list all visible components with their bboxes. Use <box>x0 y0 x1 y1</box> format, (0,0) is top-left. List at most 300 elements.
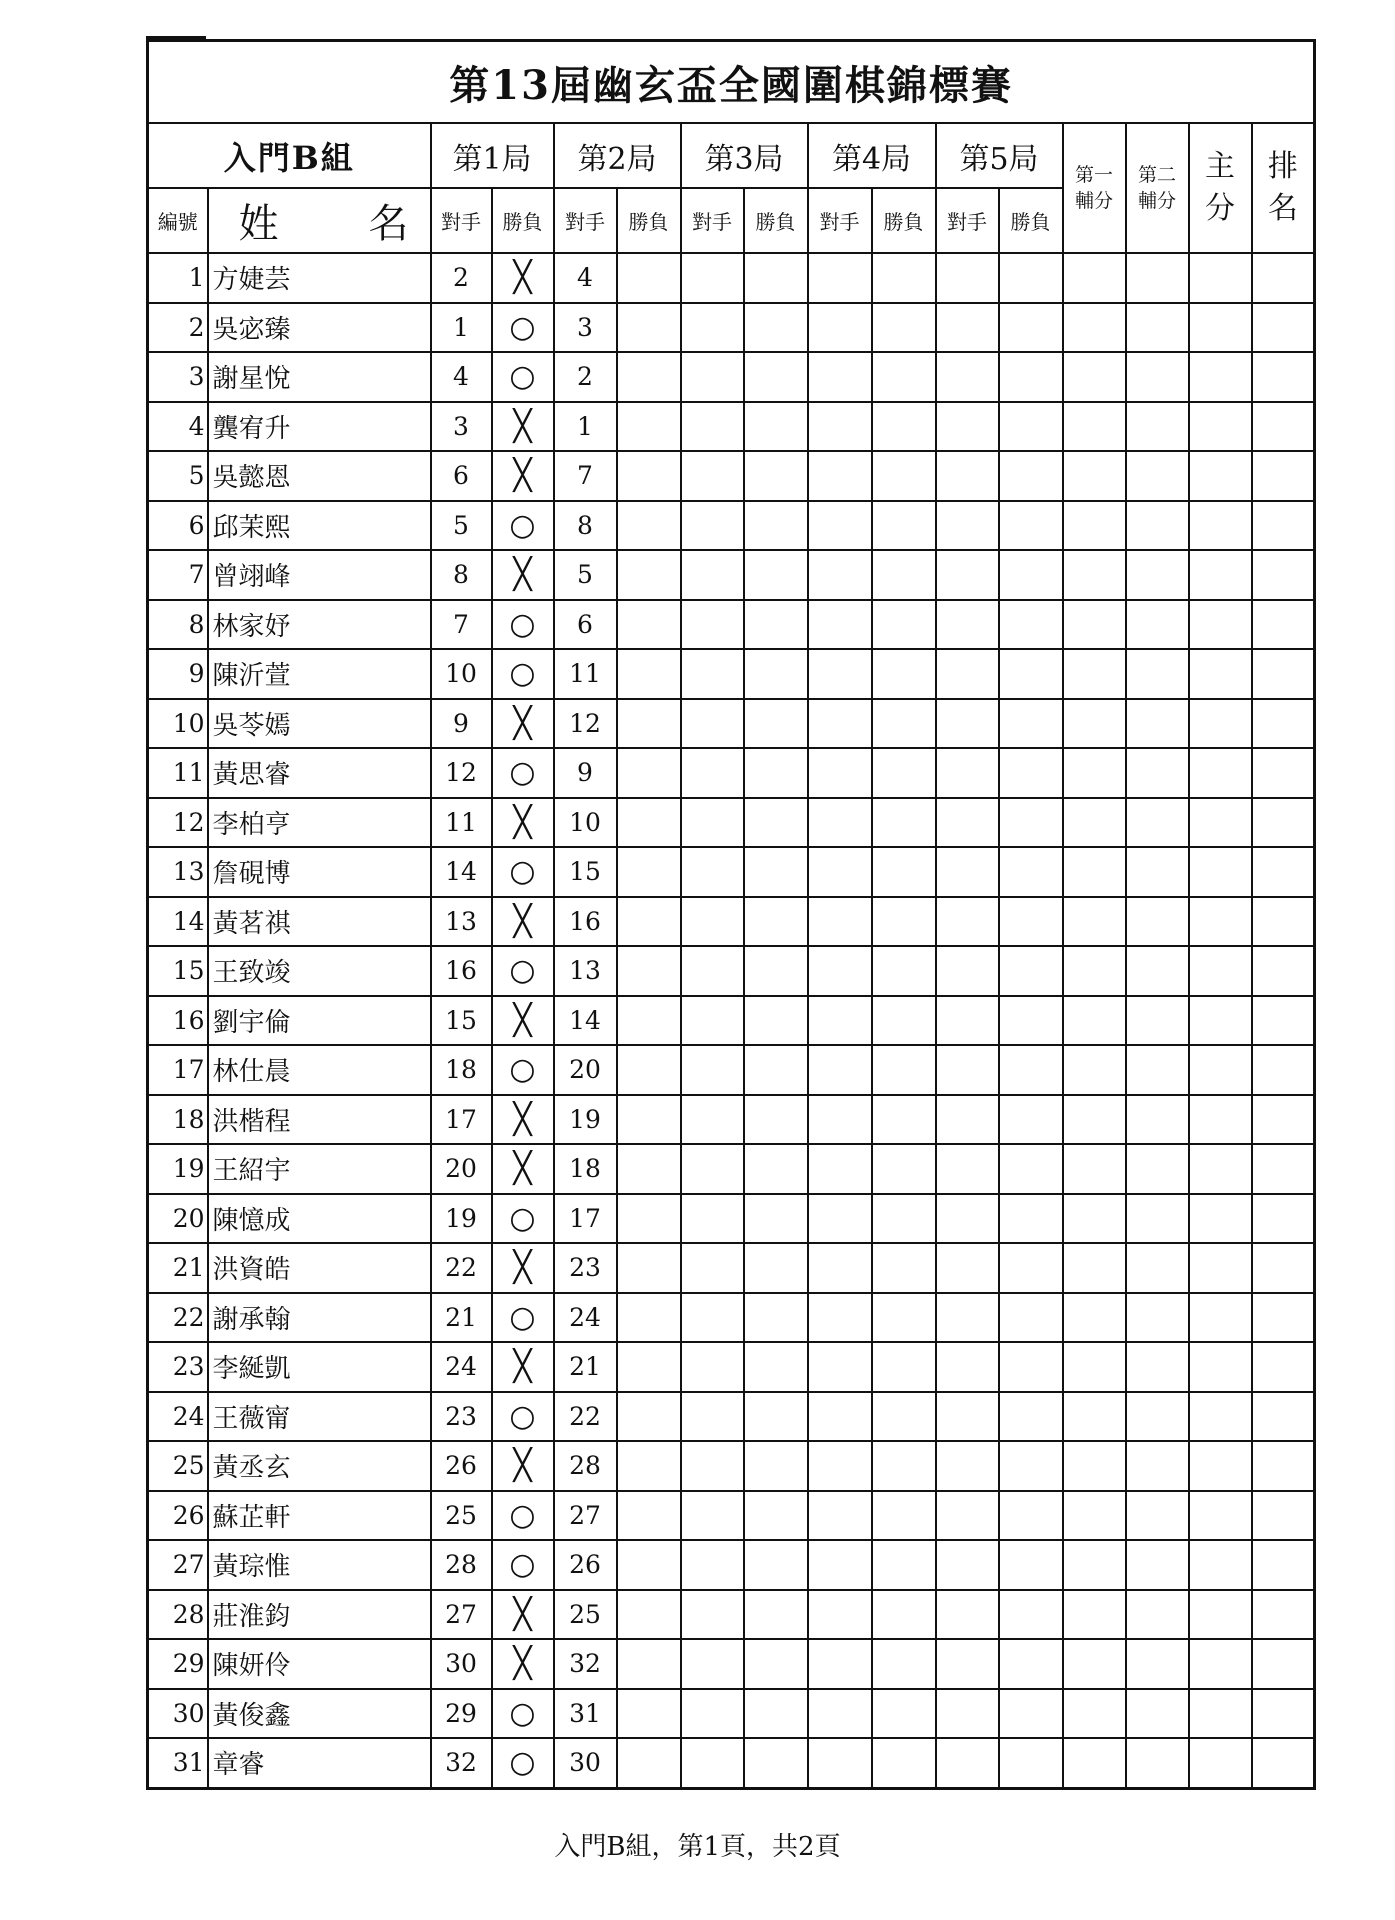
round-3-result <box>744 451 808 501</box>
round-1-opponent: 14 <box>431 847 492 897</box>
round-1-result: ○ <box>492 1392 554 1442</box>
round-1-opponent: 27 <box>431 1590 492 1640</box>
main-score-cell <box>1189 1194 1252 1244</box>
round-3-opponent <box>681 1590 744 1640</box>
aux-score-1-cell <box>1063 352 1126 402</box>
player-number: 21 <box>148 1243 208 1293</box>
round-4-opponent <box>808 1293 872 1343</box>
r4-opponent-header: 對手 <box>808 188 872 253</box>
round-1-opponent: 29 <box>431 1689 492 1739</box>
round-4-result <box>872 699 936 749</box>
table-row <box>148 1293 1315 1343</box>
player-name: 莊淮鈞 <box>208 1590 431 1640</box>
player-number: 2 <box>148 303 208 353</box>
round-3-opponent <box>681 1738 744 1788</box>
round-5-opponent <box>936 501 999 551</box>
round-5-opponent <box>936 748 999 798</box>
round-1-opponent: 19 <box>431 1194 492 1244</box>
round-2-opponent: 18 <box>554 1144 617 1194</box>
round-1-opponent: 7 <box>431 600 492 650</box>
round-1-result: ○ <box>492 501 554 551</box>
round-4-result <box>872 600 936 650</box>
round-3-opponent <box>681 352 744 402</box>
player-name: 曾翊峰 <box>208 550 431 600</box>
main-score-line2: 分 <box>1205 191 1235 226</box>
round-1-result: ╳ <box>492 550 554 600</box>
table-row <box>148 352 1315 402</box>
rank-cell <box>1252 1392 1315 1442</box>
round-3-opponent <box>681 946 744 996</box>
round-1-opponent: 32 <box>431 1738 492 1788</box>
tournament-title: 第13屆幽玄盃全國圍棋錦標賽 <box>148 41 1315 124</box>
round-5-opponent <box>936 1144 999 1194</box>
round-4-result <box>872 798 936 848</box>
round-5-result <box>999 1194 1063 1244</box>
round-4-result <box>872 897 936 947</box>
round-4-opponent <box>808 1590 872 1640</box>
name-header-char1: 姓 <box>238 201 279 247</box>
round-5-opponent <box>936 649 999 699</box>
player-number: 28 <box>148 1590 208 1640</box>
round-2-result <box>617 303 681 353</box>
round-5-opponent <box>936 1095 999 1145</box>
player-number: 6 <box>148 501 208 551</box>
round-2-result <box>617 748 681 798</box>
round-3-opponent <box>681 550 744 600</box>
round-3-result <box>744 253 808 303</box>
aux-score-2-cell <box>1126 600 1189 650</box>
round-2-opponent: 9 <box>554 748 617 798</box>
round-2-opponent: 32 <box>554 1639 617 1689</box>
aux-score-2-cell <box>1126 1095 1189 1145</box>
rank-cell <box>1252 1441 1315 1491</box>
player-name: 黃思睿 <box>208 748 431 798</box>
player-name: 詹硯博 <box>208 847 431 897</box>
main-score-cell <box>1189 1392 1252 1442</box>
player-number: 31 <box>148 1738 208 1788</box>
rank-cell <box>1252 1639 1315 1689</box>
player-name: 黃丞玄 <box>208 1441 431 1491</box>
round-3-opponent <box>681 1144 744 1194</box>
round-5-result <box>999 402 1063 452</box>
round-1-opponent: 16 <box>431 946 492 996</box>
aux-score-2-cell <box>1126 1293 1189 1343</box>
round-1-opponent: 12 <box>431 748 492 798</box>
round-4-result <box>872 1639 936 1689</box>
round-2-result <box>617 699 681 749</box>
round-4-result <box>872 748 936 798</box>
player-number: 10 <box>148 699 208 749</box>
main-score-cell <box>1189 897 1252 947</box>
round-4-result <box>872 1392 936 1442</box>
player-name: 吳懿恩 <box>208 451 431 501</box>
aux-score-2-header <box>1126 123 1189 253</box>
main-score-cell <box>1189 303 1252 353</box>
table-row <box>148 1639 1315 1689</box>
round-3-opponent <box>681 402 744 452</box>
round-4-result <box>872 1540 936 1590</box>
round-5-header: 第5局 <box>936 123 1063 188</box>
round-1-result: ○ <box>492 600 554 650</box>
round-5-result <box>999 600 1063 650</box>
aux-score-2-cell <box>1126 1590 1189 1640</box>
round-1-opponent: 18 <box>431 1045 492 1095</box>
aux-score-2-cell <box>1126 1689 1189 1739</box>
aux-score-1-header <box>1063 123 1126 253</box>
main-score-cell <box>1189 946 1252 996</box>
round-1-result: ╳ <box>492 1639 554 1689</box>
round-2-result <box>617 501 681 551</box>
round-1-result: ╳ <box>492 699 554 749</box>
round-2-opponent: 19 <box>554 1095 617 1145</box>
round-1-result: ○ <box>492 352 554 402</box>
round-3-opponent <box>681 1491 744 1541</box>
aux-score-2-cell <box>1126 798 1189 848</box>
round-3-opponent <box>681 1392 744 1442</box>
player-name: 李柏亨 <box>208 798 431 848</box>
round-3-opponent <box>681 1540 744 1590</box>
main-score-cell <box>1189 253 1252 303</box>
player-name: 章睿 <box>208 1738 431 1788</box>
aux-score-1-cell <box>1063 798 1126 848</box>
round-3-result <box>744 847 808 897</box>
table-row <box>148 1738 1315 1788</box>
table-row <box>148 946 1315 996</box>
player-number: 26 <box>148 1491 208 1541</box>
round-2-result <box>617 402 681 452</box>
round-3-opponent <box>681 303 744 353</box>
player-name: 王紹宇 <box>208 1144 431 1194</box>
round-5-opponent <box>936 1342 999 1392</box>
aux-score-2-cell <box>1126 897 1189 947</box>
rank-cell <box>1252 1590 1315 1640</box>
round-2-result <box>617 847 681 897</box>
table-row <box>148 1590 1315 1640</box>
main-score-cell <box>1189 798 1252 848</box>
table-row <box>148 798 1315 848</box>
round-3-opponent <box>681 847 744 897</box>
round-1-result: ╳ <box>492 1590 554 1640</box>
round-3-opponent <box>681 699 744 749</box>
round-5-opponent <box>936 1441 999 1491</box>
aux-score-1-cell <box>1063 501 1126 551</box>
round-3-result <box>744 402 808 452</box>
round-3-opponent <box>681 748 744 798</box>
player-name: 龔宥升 <box>208 402 431 452</box>
round-5-result <box>999 1689 1063 1739</box>
player-number: 11 <box>148 748 208 798</box>
round-5-result <box>999 699 1063 749</box>
rank-cell <box>1252 1095 1315 1145</box>
rank-cell <box>1252 1689 1315 1739</box>
rank-cell <box>1252 649 1315 699</box>
name-header-char2: 名 <box>368 201 409 247</box>
player-number: 17 <box>148 1045 208 1095</box>
round-4-opponent <box>808 649 872 699</box>
round-1-result: ○ <box>492 1540 554 1590</box>
round-3-opponent <box>681 897 744 947</box>
round-2-opponent: 20 <box>554 1045 617 1095</box>
aux-score-1-line2: 輔分 <box>1074 190 1113 212</box>
round-3-result <box>744 303 808 353</box>
rank-cell <box>1252 600 1315 650</box>
round-5-opponent <box>936 303 999 353</box>
aux-score-2-cell <box>1126 1144 1189 1194</box>
round-2-result <box>617 1491 681 1541</box>
aux-score-1-cell <box>1063 1689 1126 1739</box>
table-row <box>148 501 1315 551</box>
main-score-cell <box>1189 699 1252 749</box>
round-4-opponent <box>808 352 872 402</box>
round-3-opponent <box>681 501 744 551</box>
rank-cell <box>1252 798 1315 848</box>
main-score-cell <box>1189 1441 1252 1491</box>
round-4-result <box>872 1689 936 1739</box>
player-name: 洪楷程 <box>208 1095 431 1145</box>
round-5-opponent <box>936 699 999 749</box>
main-score-cell <box>1189 451 1252 501</box>
round-1-opponent: 8 <box>431 550 492 600</box>
aux-score-1-cell <box>1063 600 1126 650</box>
round-3-opponent <box>681 1639 744 1689</box>
round-3-result <box>744 996 808 1046</box>
round-2-opponent: 6 <box>554 600 617 650</box>
round-4-result <box>872 1491 936 1541</box>
r4-result-header: 勝負 <box>872 188 936 253</box>
round-4-result <box>872 1342 936 1392</box>
round-4-opponent <box>808 897 872 947</box>
round-2-result <box>617 897 681 947</box>
round-4-result <box>872 1194 936 1244</box>
aux-score-1-cell <box>1063 649 1126 699</box>
round-5-result <box>999 897 1063 947</box>
round-5-opponent <box>936 1491 999 1541</box>
table-row <box>148 996 1315 1046</box>
round-4-result <box>872 1738 936 1788</box>
rank-cell <box>1252 699 1315 749</box>
rank-header <box>1252 123 1315 253</box>
rank-cell <box>1252 1738 1315 1788</box>
rank-cell <box>1252 996 1315 1046</box>
round-1-result: ○ <box>492 1689 554 1739</box>
round-5-result <box>999 1639 1063 1689</box>
player-number: 7 <box>148 550 208 600</box>
table-row <box>148 550 1315 600</box>
aux-score-2-cell <box>1126 1441 1189 1491</box>
round-2-opponent: 28 <box>554 1441 617 1491</box>
round-5-opponent <box>936 1540 999 1590</box>
round-1-result: ○ <box>492 1045 554 1095</box>
player-name: 陳妍伶 <box>208 1639 431 1689</box>
round-2-opponent: 14 <box>554 996 617 1046</box>
round-1-header: 第1局 <box>431 123 554 188</box>
round-1-result: ○ <box>492 1293 554 1343</box>
round-3-opponent <box>681 798 744 848</box>
round-5-opponent <box>936 402 999 452</box>
round-3-result <box>744 649 808 699</box>
round-4-opponent <box>808 699 872 749</box>
main-score-cell <box>1189 1639 1252 1689</box>
aux-score-1-cell <box>1063 897 1126 947</box>
aux-score-1-cell <box>1063 1491 1126 1541</box>
round-3-result <box>744 1491 808 1541</box>
round-3-opponent <box>681 600 744 650</box>
player-name: 黃琮惟 <box>208 1540 431 1590</box>
main-score-cell <box>1189 1540 1252 1590</box>
main-score-cell <box>1189 996 1252 1046</box>
round-2-opponent: 30 <box>554 1738 617 1788</box>
round-5-result <box>999 501 1063 551</box>
round-4-opponent <box>808 600 872 650</box>
score-sheet <box>146 39 1310 1790</box>
r2-opponent-header: 對手 <box>554 188 617 253</box>
round-1-opponent: 28 <box>431 1540 492 1590</box>
round-2-opponent: 13 <box>554 946 617 996</box>
round-5-opponent <box>936 996 999 1046</box>
round-1-opponent: 25 <box>431 1491 492 1541</box>
round-2-result <box>617 1243 681 1293</box>
aux-score-2-cell <box>1126 699 1189 749</box>
aux-score-1-cell <box>1063 451 1126 501</box>
aux-score-1-line1: 第一 <box>1074 164 1113 186</box>
round-1-result: ○ <box>492 748 554 798</box>
round-3-result <box>744 1689 808 1739</box>
round-2-opponent: 12 <box>554 699 617 749</box>
round-2-result <box>617 1293 681 1343</box>
player-name: 林家妤 <box>208 600 431 650</box>
round-5-opponent <box>936 847 999 897</box>
round-3-opponent <box>681 1293 744 1343</box>
main-score-cell <box>1189 1144 1252 1194</box>
page-footer: 入門B組，第1頁，共2頁 <box>554 1832 841 1862</box>
rank-cell <box>1252 550 1315 600</box>
round-4-opponent <box>808 1738 872 1788</box>
round-3-result <box>744 1441 808 1491</box>
round-2-opponent: 24 <box>554 1293 617 1343</box>
round-4-opponent <box>808 550 872 600</box>
round-1-result: ╳ <box>492 996 554 1046</box>
table-row <box>148 1342 1315 1392</box>
aux-score-2-cell <box>1126 748 1189 798</box>
round-4-opponent <box>808 1639 872 1689</box>
table-row <box>148 451 1315 501</box>
round-2-result <box>617 550 681 600</box>
round-4-opponent <box>808 1491 872 1541</box>
round-5-result <box>999 1095 1063 1145</box>
player-name: 洪資皓 <box>208 1243 431 1293</box>
round-2-result <box>617 1194 681 1244</box>
round-2-opponent: 27 <box>554 1491 617 1541</box>
round-1-opponent: 11 <box>431 798 492 848</box>
round-3-result <box>744 1144 808 1194</box>
round-2-opponent: 21 <box>554 1342 617 1392</box>
round-2-result <box>617 1045 681 1095</box>
aux-score-2-cell <box>1126 946 1189 996</box>
round-3-opponent <box>681 1095 744 1145</box>
round-2-result <box>617 1392 681 1442</box>
player-number: 5 <box>148 451 208 501</box>
round-3-result <box>744 501 808 551</box>
round-1-result: ○ <box>492 946 554 996</box>
round-2-opponent: 17 <box>554 1194 617 1244</box>
player-number: 1 <box>148 253 208 303</box>
rank-cell <box>1252 1342 1315 1392</box>
round-2-opponent: 1 <box>554 402 617 452</box>
main-score-cell <box>1189 847 1252 897</box>
round-4-result <box>872 303 936 353</box>
rank-cell <box>1252 1243 1315 1293</box>
main-score-cell <box>1189 501 1252 551</box>
table-row <box>148 897 1315 947</box>
round-4-result <box>872 996 936 1046</box>
player-name: 謝承翰 <box>208 1293 431 1343</box>
aux-score-2-cell <box>1126 501 1189 551</box>
aux-score-2-cell <box>1126 451 1189 501</box>
round-2-opponent: 15 <box>554 847 617 897</box>
round-5-opponent <box>936 1293 999 1343</box>
round-2-result <box>617 1095 681 1145</box>
r2-result-header: 勝負 <box>617 188 681 253</box>
round-5-result <box>999 1342 1063 1392</box>
round-1-opponent: 9 <box>431 699 492 749</box>
aux-score-1-cell <box>1063 1045 1126 1095</box>
round-5-opponent <box>936 253 999 303</box>
round-5-result <box>999 748 1063 798</box>
round-3-result <box>744 1540 808 1590</box>
rank-line2: 名 <box>1267 191 1298 226</box>
player-number: 9 <box>148 649 208 699</box>
round-1-opponent: 23 <box>431 1392 492 1442</box>
round-1-opponent: 24 <box>431 1342 492 1392</box>
round-2-opponent: 7 <box>554 451 617 501</box>
round-4-opponent <box>808 253 872 303</box>
round-3-opponent <box>681 1441 744 1491</box>
aux-score-1-cell <box>1063 1540 1126 1590</box>
round-2-opponent: 10 <box>554 798 617 848</box>
round-2-opponent: 26 <box>554 1540 617 1590</box>
round-1-opponent: 2 <box>431 253 492 303</box>
round-3-result <box>744 1095 808 1145</box>
aux-score-1-cell <box>1063 699 1126 749</box>
player-name: 邱茉熙 <box>208 501 431 551</box>
round-5-result <box>999 303 1063 353</box>
round-3-result <box>744 748 808 798</box>
round-4-opponent <box>808 1095 872 1145</box>
round-1-opponent: 13 <box>431 897 492 947</box>
player-number: 4 <box>148 402 208 452</box>
round-2-opponent: 31 <box>554 1689 617 1739</box>
standings-table <box>146 39 1316 1790</box>
round-4-result <box>872 847 936 897</box>
round-5-opponent <box>936 1639 999 1689</box>
name-header <box>208 188 431 253</box>
round-4-opponent <box>808 451 872 501</box>
r5-opponent-header: 對手 <box>936 188 999 253</box>
round-5-opponent <box>936 946 999 996</box>
round-2-opponent: 2 <box>554 352 617 402</box>
table-row <box>148 748 1315 798</box>
round-3-result <box>744 1194 808 1244</box>
rank-cell <box>1252 501 1315 551</box>
aux-score-1-cell <box>1063 550 1126 600</box>
round-2-result <box>617 1540 681 1590</box>
player-name: 方婕芸 <box>208 253 431 303</box>
round-1-opponent: 30 <box>431 1639 492 1689</box>
round-1-opponent: 22 <box>431 1243 492 1293</box>
main-score-cell <box>1189 1243 1252 1293</box>
round-1-result: ○ <box>492 1738 554 1788</box>
round-1-result: ○ <box>492 847 554 897</box>
